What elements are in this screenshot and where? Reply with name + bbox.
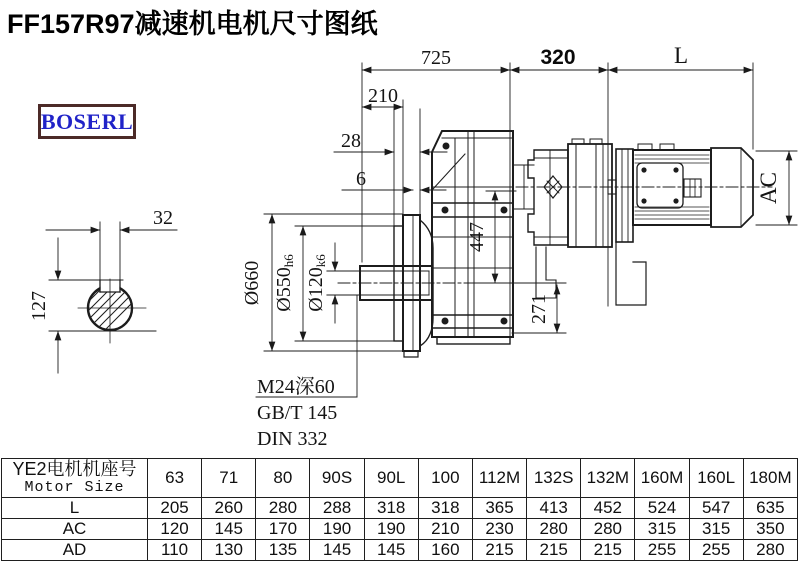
dimension-labels: [28, 43, 781, 450]
table-cell: 288: [310, 498, 364, 519]
dim-120-label: [305, 254, 328, 312]
dimensions: [46, 63, 797, 397]
table-cell: 215: [581, 540, 635, 561]
table-row-L: [2, 498, 798, 519]
table-cell: 280: [527, 519, 581, 540]
dim-725-label: 725: [421, 47, 451, 69]
table-cell: 215: [472, 540, 526, 561]
table-cell: 145: [310, 540, 364, 561]
table-cell: 280: [743, 540, 797, 561]
table-col-header: 132M: [581, 459, 635, 498]
bolt: [673, 167, 678, 172]
table-cell: 230: [472, 519, 526, 540]
table-col-header: 71: [202, 459, 256, 498]
dim-120-value: Ø120: [305, 267, 327, 312]
bolt: [673, 198, 678, 203]
table-cell: 315: [689, 519, 743, 540]
table-cell: 350: [743, 519, 797, 540]
dim-550-tolerance: h6: [281, 254, 296, 268]
table-cell: 255: [689, 540, 743, 561]
table-col-header: 90L: [364, 459, 418, 498]
boserl-logo-text: BOSERL: [40, 108, 134, 134]
table-cell: 145: [364, 540, 418, 561]
motor-flange: [616, 149, 633, 242]
table-col-header: 90S: [310, 459, 364, 498]
motor-body: [633, 150, 711, 225]
motor-size-table: [1, 458, 798, 561]
table-col-header: 180M: [743, 459, 797, 498]
dim-320-label: 320: [540, 46, 576, 69]
note-din: DIN 332: [257, 428, 328, 450]
bolt: [442, 207, 449, 214]
table-cell: 145: [202, 519, 256, 540]
table-header-motor-size: [2, 459, 148, 498]
table-cell: 130: [202, 540, 256, 561]
table-cell: 190: [364, 519, 418, 540]
table-cell: 280: [256, 498, 310, 519]
motor: [608, 144, 753, 305]
dim-660-label: Ø660: [241, 260, 263, 306]
bolt: [442, 318, 449, 325]
input-coupling: [513, 139, 612, 298]
dim-L-label: L: [673, 43, 689, 68]
table-cell: 110: [148, 540, 202, 561]
table-cell: 524: [635, 498, 689, 519]
table-cell: 215: [527, 540, 581, 561]
table-cell: 635: [743, 498, 797, 519]
table-row-label: L: [2, 498, 148, 519]
table-row-label: AC: [2, 519, 148, 540]
table-row-AC: [2, 519, 798, 540]
table-col-header: 160M: [635, 459, 689, 498]
output-flange: [394, 215, 433, 357]
table-row-AD: [2, 540, 798, 561]
flange-spigot: [394, 226, 403, 341]
dim-32-label: 32: [153, 207, 173, 229]
table-cell: 452: [581, 498, 635, 519]
table-col-header: 100: [418, 459, 472, 498]
table-cell: 260: [202, 498, 256, 519]
page-title: FF157R97减速机电机尺寸图纸: [7, 9, 378, 39]
table-cell: 135: [256, 540, 310, 561]
dim-28-label: 28: [341, 130, 361, 152]
bolt: [501, 207, 508, 214]
dim-120-tolerance: k6: [313, 254, 328, 268]
bolt: [501, 318, 508, 325]
coupling-drum: [568, 144, 612, 247]
table-col-header: 132S: [527, 459, 581, 498]
table-cell: 547: [689, 498, 743, 519]
dim-210-label: 210: [368, 85, 398, 107]
dim-6-label: 6: [356, 168, 366, 190]
table-col-header: 63: [148, 459, 202, 498]
table-cell: 120: [148, 519, 202, 540]
note-gbt: GB/T 145: [257, 402, 338, 424]
dim-550-value: Ø550: [273, 267, 295, 312]
table-cell: 170: [256, 519, 310, 540]
shaft-cross-section-view: [55, 279, 152, 343]
dim-127-label: 127: [28, 291, 50, 321]
dim-AC-label: AC: [756, 172, 781, 204]
note-m24: M24深60: [257, 376, 335, 398]
dim-447-label: 447: [466, 222, 488, 252]
table-header-row: [2, 459, 798, 498]
table-row-label: AD: [2, 540, 148, 561]
table-cell: 315: [635, 519, 689, 540]
table-cell: 413: [527, 498, 581, 519]
bolt: [641, 167, 646, 172]
table-col-header: 112M: [472, 459, 526, 498]
table-cell: 210: [418, 519, 472, 540]
dim-271-label: 271: [528, 294, 550, 324]
table-header-en: Motor Size: [24, 479, 125, 496]
bolt: [443, 143, 450, 150]
table-cell: 280: [581, 519, 635, 540]
bolt: [641, 198, 646, 203]
table-col-header: 160L: [689, 459, 743, 498]
table-cell: 190: [310, 519, 364, 540]
table-header-cn: YE2电机机座号: [12, 459, 137, 479]
table-cell: 160: [418, 540, 472, 561]
table-col-header: 80: [256, 459, 310, 498]
table-cell: 365: [472, 498, 526, 519]
table-cell: 318: [418, 498, 472, 519]
table-cell: 205: [148, 498, 202, 519]
table-cell: 255: [635, 540, 689, 561]
dim-550-label: [273, 254, 296, 312]
table-cell: 318: [364, 498, 418, 519]
fan-cowl: [711, 148, 753, 227]
